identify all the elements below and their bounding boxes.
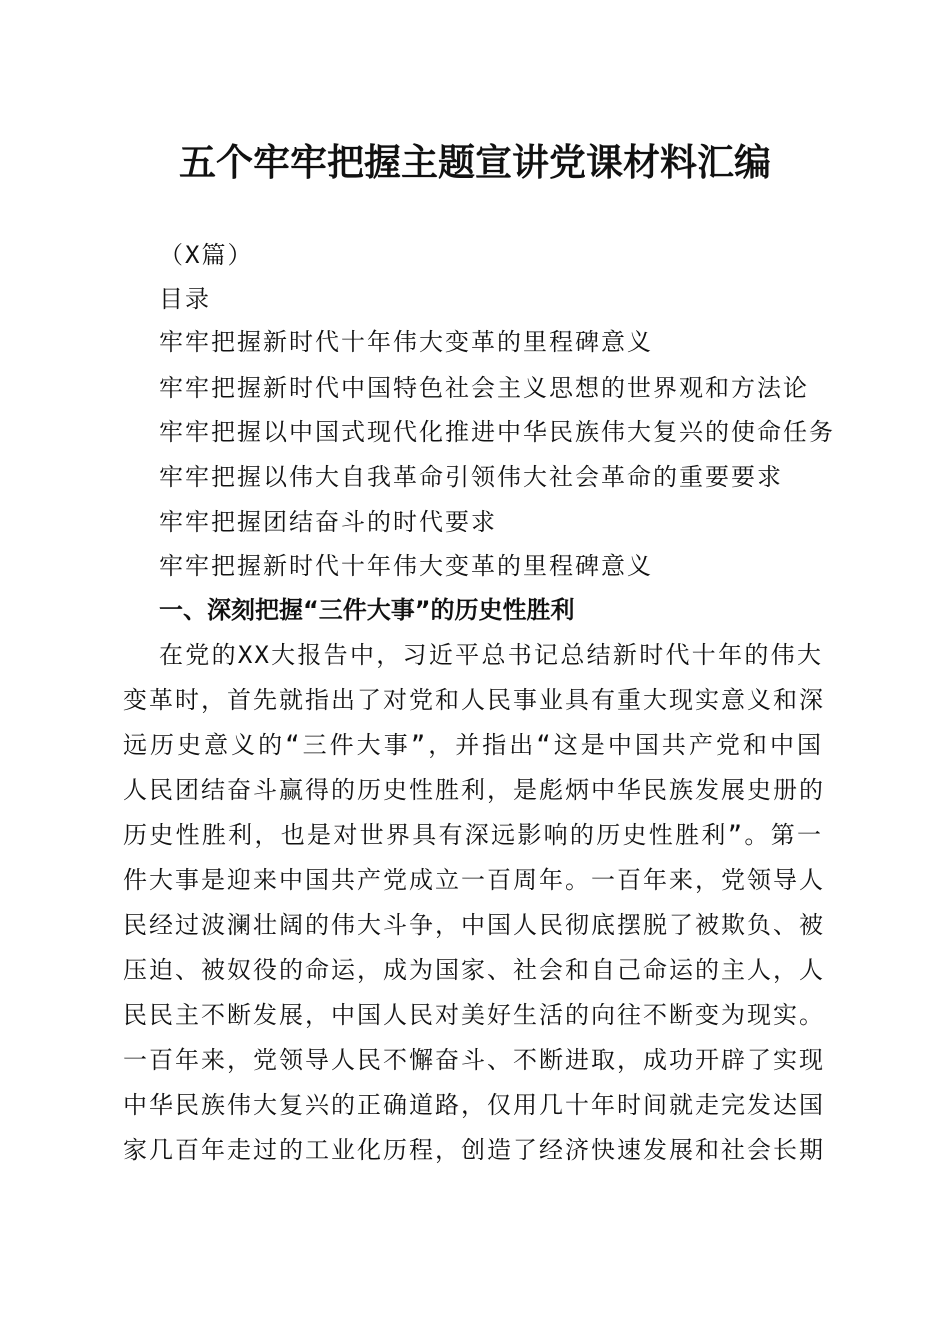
paragraph-line: 远历史意义的“三件大事”，并指出“这是中国共产党和中国 (123, 731, 823, 759)
paragraph-line: 历史性胜利，也是对世界具有深远影响的历史性胜利”。第一 (123, 821, 823, 849)
paragraph-line: 件大事是迎来中国共产党成立一百周年。一百年来，党领导人 (123, 866, 825, 894)
toc-item: 牢牢把握新时代十年伟大变革的里程碑意义 (159, 552, 653, 580)
paragraph-line: 中华民族伟大复兴的正确道路，仅用几十年时间就走完发达国 (123, 1091, 825, 1119)
toc-item: 牢牢把握新时代十年伟大变革的里程碑意义 (159, 328, 653, 356)
paragraph-line: 家几百年走过的工业化历程，创造了经济快速发展和社会长期 (123, 1136, 825, 1164)
section-heading: 一、深刻把握“三件大事”的历史性胜利 (159, 596, 575, 624)
toc-item: 牢牢把握新时代中国特色社会主义思想的世界观和方法论 (159, 374, 809, 402)
toc-item: 牢牢把握以伟大自我革命引领伟大社会革命的重要要求 (159, 463, 783, 491)
document-subtitle: （X篇） (159, 241, 254, 269)
paragraph-line: 人民团结奋斗赢得的历史性胜利，是彪炳中华民族发展史册的 (123, 776, 825, 804)
toc-item: 牢牢把握以中国式现代化推进中华民族伟大复兴的使命任务 (159, 418, 835, 446)
paragraph-line: 压迫、被奴役的命运，成为国家、社会和自己命运的主人，人 (123, 956, 825, 984)
paragraph-line: 民经过波澜壮阔的伟大斗争，中国人民彻底摆脱了被欺负、被 (123, 911, 825, 939)
paragraph-line: 一百年来，党领导人民不懈奋斗、不断进取，成功开辟了实现 (123, 1046, 825, 1074)
paragraph-line: 变革时，首先就指出了对党和人民事业具有重大现实意义和深 (123, 686, 825, 714)
document-title: 五个牢牢把握主题宣讲党课材料汇编 (179, 140, 771, 184)
toc-label: 目录 (159, 285, 211, 313)
toc-item: 牢牢把握团结奋斗的时代要求 (159, 508, 497, 536)
body-paragraph (123, 639, 823, 1179)
paragraph-line: 在党的XX大报告中，习近平总书记总结新时代十年的伟大 (159, 641, 823, 669)
paragraph-line: 民民主不断发展，中国人民对美好生活的向往不断变为现实。 (123, 1001, 825, 1029)
